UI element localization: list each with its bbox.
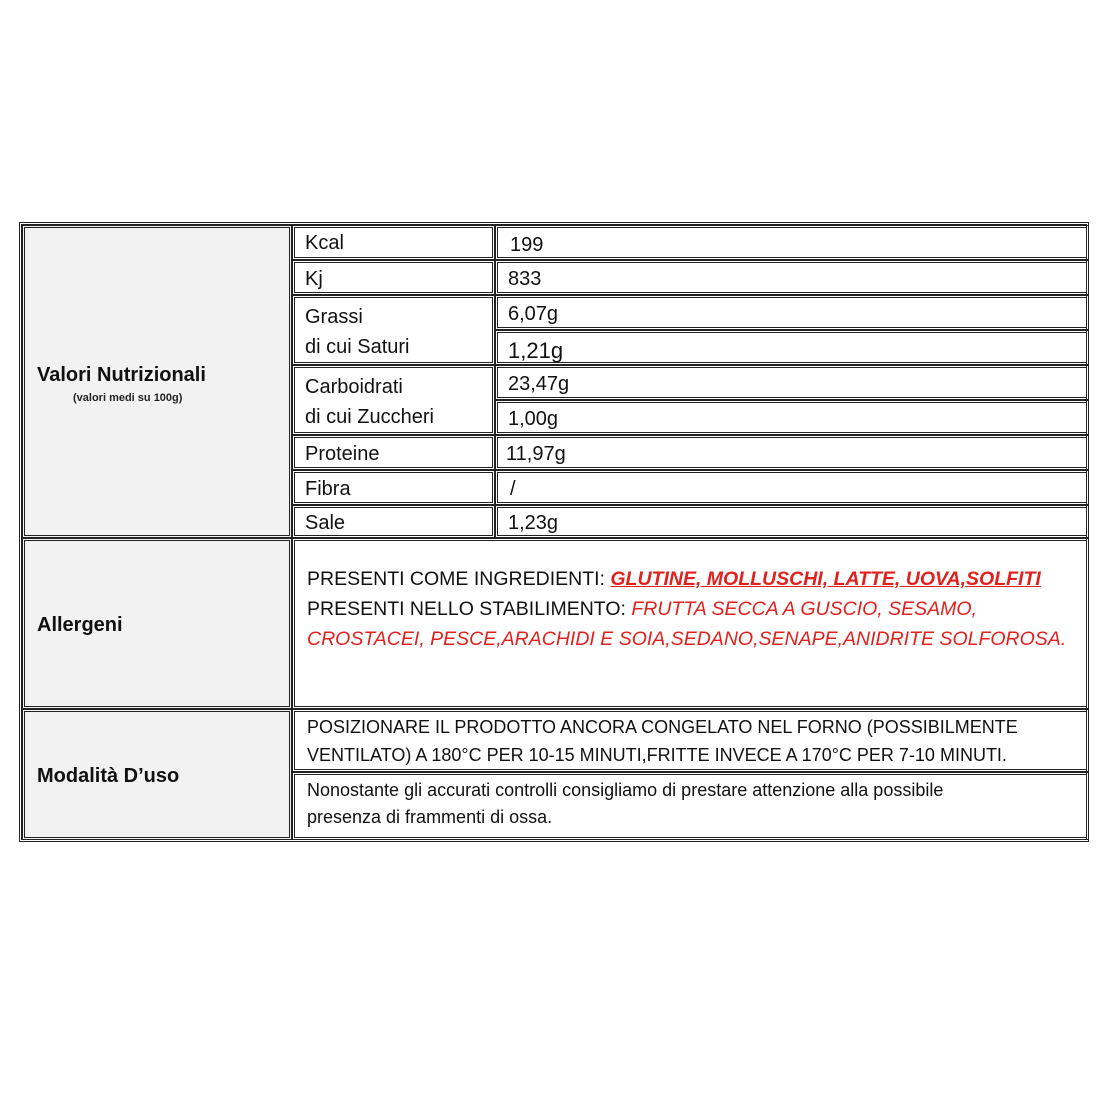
allergens-plant-line1 — [307, 595, 977, 623]
row-label: Carboidrati — [305, 376, 403, 398]
row-label: Proteine — [305, 443, 380, 465]
row-label: di cui Zuccheri — [305, 406, 434, 428]
row-label: Grassi — [305, 306, 363, 328]
allergens-title: Allergeni — [37, 614, 123, 636]
row-value: 199 — [510, 234, 544, 256]
row-value: 1,23g — [508, 512, 559, 534]
nutrition-row-fiber-label — [292, 470, 495, 505]
allergens-ingredients-prefix: PRESENTI COME INGREDIENTI: — [307, 568, 611, 590]
row-label: Kj — [305, 268, 323, 290]
allergens-plant-list-2: CROSTACEI, PESCE,ARACHIDI E SOIA,SEDANO,SENAPE,ANIDRITE SOLFOROSA. — [307, 628, 1067, 650]
usage-instructions-cell — [292, 709, 1089, 772]
allergens-ingredients-list: GLUTINE, MOLLUSCHI, LATTE, UOVA,SOLFITI — [610, 568, 1041, 590]
nutrition-row-kj-value — [495, 260, 1089, 295]
allergens-plant-prefix: PRESENTI NELLO STABILIMENTO: — [307, 598, 632, 620]
nutrition-row-salt-label — [292, 505, 495, 538]
nutrition-subtitle: (valori medi su 100g) — [73, 392, 183, 404]
allergens-plant-line2 — [307, 625, 1066, 653]
row-value: 1,00g — [508, 408, 559, 430]
usage-label-cell — [22, 709, 292, 840]
nutrition-row-saturated-value — [495, 330, 1089, 365]
row-label: di cui Saturi — [305, 336, 410, 358]
usage-title: Modalità D’uso — [37, 765, 180, 787]
row-value: 11,97g — [506, 443, 566, 465]
nutrition-row-fats-label — [292, 295, 495, 365]
row-label: Sale — [305, 512, 346, 534]
row-value: / — [510, 478, 516, 500]
nutrition-row-sugars-value — [495, 400, 1089, 435]
nutrition-row-salt-value — [495, 505, 1089, 538]
usage-warning-line2: presenza di frammenti di ossa. — [307, 807, 553, 827]
usage-warning-cell — [292, 772, 1089, 840]
row-value: 6,07g — [508, 303, 559, 325]
nutrition-row-carbs-label — [292, 365, 495, 435]
row-label: Kcal — [305, 232, 344, 254]
row-value: 23,47g — [508, 373, 570, 395]
allergens-label-cell — [22, 538, 292, 709]
nutrition-label-cell — [22, 225, 292, 538]
nutrition-row-kcal-label — [292, 225, 495, 260]
row-label: Fibra — [305, 478, 351, 500]
nutrition-row-kcal-value — [495, 225, 1089, 260]
row-value: 833 — [508, 268, 542, 290]
nutrition-row-carbs-value — [495, 365, 1089, 400]
usage-instructions-line2: VENTILATO) A 180°C PER 10-15 MINUTI,FRITTE INVECE A 170°C PER 7-10 MINUTI. — [307, 745, 1007, 765]
usage-instructions-line1: POSIZIONARE IL PRODOTTO ANCORA CONGELATO NEL FORNO (POSSIBILMENTE — [307, 717, 1018, 737]
allergens-plant-list-1: FRUTTA SECCA A GUSCIO, SESAMO, — [631, 598, 977, 620]
nutrition-row-kj-label — [292, 260, 495, 295]
nutrition-row-fiber-value — [495, 470, 1089, 505]
nutrition-title: Valori Nutrizionali — [37, 364, 206, 386]
nutrition-row-protein-value — [495, 435, 1089, 470]
usage-warning-line1: Nonostante gli accurati controlli consigliamo di prestare attenzione alla possibile — [307, 780, 944, 800]
nutrition-row-protein-label — [292, 435, 495, 470]
nutrition-row-fats-value — [495, 295, 1089, 330]
row-value: 1,21g — [508, 338, 564, 363]
allergens-content-cell — [292, 538, 1089, 709]
allergens-ingredients-line — [307, 565, 1041, 593]
